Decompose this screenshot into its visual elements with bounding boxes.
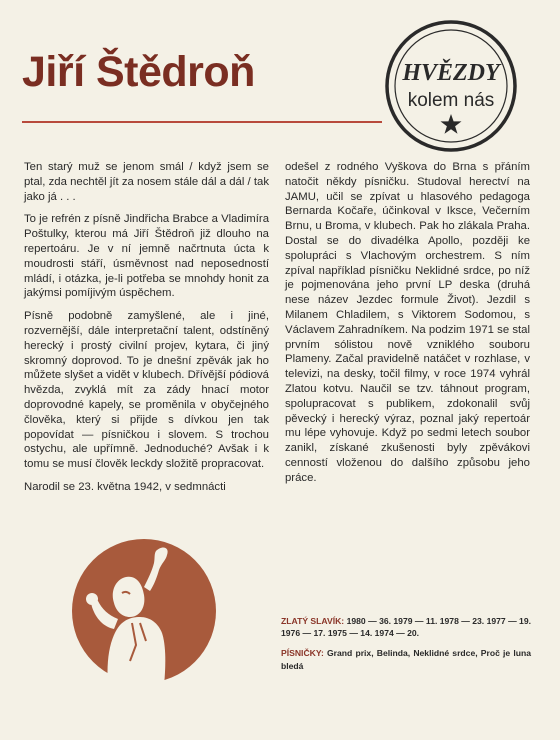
logo-line1: HVĚZDY [402, 60, 500, 86]
zlaty-slavik-line [281, 615, 531, 639]
artist-title: Jiří Štědroň [22, 48, 255, 96]
article-paragraph: To je refrén z písně Jindřicha Brabce a Vladimíra Poštulky, kterou má Jiří Štědroň již dlouho na repertoáru. Je v ní jemně načrtnuta úcta k moudrosti stáří, úsměvnost nad neposedností mládí, i otázka, je-li potřeba se mnohdy honit za jakýmsi pomíjivým úspěchem. [24, 213, 269, 300]
star-icon [441, 114, 462, 134]
pisnicky-line [281, 647, 531, 671]
logo-line2: kolem nás [407, 90, 495, 111]
zlaty-slavik-label: ZLATÝ SLAVÍK: [281, 616, 345, 626]
article-paragraph: Narodil se 23. května 1942, v sedmnácti [24, 480, 226, 493]
singer-illustration [70, 537, 218, 685]
pisnicky-label: PÍSNIČKY: [281, 648, 324, 659]
article-paragraph: Písně podobně zamyšlené, ale i jiné, rozvernější, dále interpretační talent, odstíněný herecký i prostý civilní projev, kytara, či jiný skromný doprovod. To je dnešní zpěvák jak ho můžete slyšet a vidět v klubech. Dřívější pódiová hvězda, zvyklá mít za zády hnací motor doprovodné kapely, se proměnila v obyčejného člověka, který si přijde s dívkou jen tak popovídat — písničkou i slovem. S trochou ostychu, ale upřímně. Jednoduché? Avšak i k tomu se musí člověk leckdy složitě propracovat. [24, 310, 269, 471]
title-rule [22, 121, 382, 123]
zlaty-slavik-ranks: 1980 — 36. 1979 — 11. 1978 — 23. 1977 — 19. 1976 — 17. 1975 — 14. 1974 — 20. [281, 616, 531, 639]
info-box [281, 615, 531, 680]
logo-outer-ring [387, 22, 515, 150]
article-paragraph: Ten starý muž se jenom smál / když jsem se ptal, zda nechtěl jít za nosem stále dál a dál / tak jako já . . . [24, 161, 269, 203]
article-paragraph: odešel z rodného Vyškova do Brna s přáním natočit někdy písničku. Studoval herectví na JAMU, učil se zpívat u hlasového pedagoga Bernarda Kočaře, účinkoval v Iksce, Večerním Brnu, u Broma, v klubech. Pak ho zlákala Praha. Dostal se do divadélka Apollo, později ke spolupráci s Vlachovým orchestrem. S ním zpíval například písničku Neklidné srdce, po níž je pojmenována jeho první LP deska (druhá nese název Jezdec formule Život). Jezdil s Milanem Chladilem, s Viktorem Sodomou, s Václavem Zahradníkem. Na podzim 1971 se stal prvním sólistou nově vzniklého souboru Plameny. Začal pravidelně natáčet v rozhlase, v televizi, na desky, točil filmy, v roce 1974 vyhrál Zlatou kotvu. Naučil se tzv. táhnout program, spolupracovat s publikem, zdokonalil svůj pěvecký i herecký výraz, poznal jaký repertoár mu lépe vyhovuje. Když po sedmi letech soubor zanikl, získané zkušenosti byly zpěvákovi cenností vloženou do dalšího způsobu jeho práce. [285, 161, 530, 484]
pisnicky-list: Grand prix, Belinda, Neklidné srdce, Proč je luna bledá [281, 648, 532, 671]
article-column-left [24, 160, 269, 503]
hvezdy-kolem-nas-logo [383, 18, 519, 154]
article-column-right [285, 160, 530, 494]
